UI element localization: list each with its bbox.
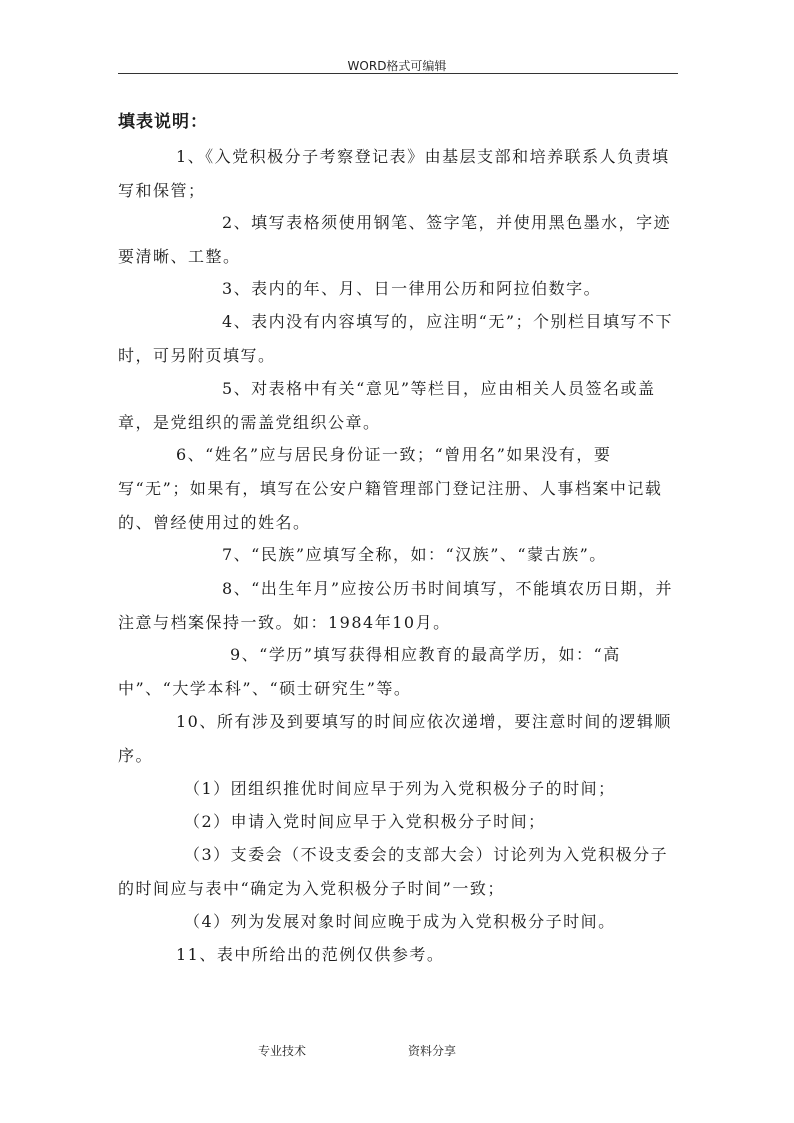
instruction-item-4: 4、表内没有内容填写的，应注明“无”；个别栏目填写不下时，可另附页填写。 <box>118 312 674 365</box>
header-rule <box>118 73 678 74</box>
instruction-item-9: 9、“学历”填写获得相应教育的最高学历，如：“高中”、“大学本科”、“硕士研究生”等。 <box>118 645 621 698</box>
section-title: 填表说明： <box>118 112 208 132</box>
instruction-item-8: 8、“出生年月”应按公历书时间填写，不能填农历日期，并注意与档案保持一致。如：1984年10月。 <box>118 579 674 632</box>
header-text: WORD格式可编辑 <box>347 59 447 73</box>
footer-left-text: 专业技术 <box>258 1044 307 1058</box>
instruction-item-11: 11、表中所给出的范例仅供参考。 <box>176 945 445 964</box>
instruction-item-7: 7、“民族”应填写全称，如：“汉族”、“蒙古族”。 <box>222 545 607 564</box>
footer-right-text: 资料分享 <box>408 1044 457 1058</box>
instruction-item-3: 3、表内的年、月、日一律用公历和阿拉伯数字。 <box>222 279 602 298</box>
instruction-item-1: 1、《入党积极分子考察登记表》由基层支部和培养联系人负责填写和保管； <box>118 147 670 200</box>
instruction-item-5: 5、对表格中有关“意见”等栏目，应由相关人员签名或盖章，是党组织的需盖党组织公章。 <box>118 379 656 432</box>
instruction-subitem-2: （2）申请入党时间应早于入党积极分子时间； <box>184 812 546 831</box>
instruction-subitem-1: （1）团组织推优时间应早于列为入党积极分子的时间； <box>184 779 616 798</box>
instruction-item-2: 2、填写表格须使用钢笔、签字笔，并使用黑色墨水，字迹要清晰、工整。 <box>118 213 672 266</box>
instruction-subitem-3: （3）支委会（不设支委会的支部大会）讨论列为入党积极分子的时间应与表中“确定为入党积极分子时间”一致； <box>118 845 669 898</box>
instruction-item-6: 6、“姓名”应与居民身份证一致；“曾用名”如果没有，要写“无”；如果有，填写在公安户籍管理部门登记注册、人事档案中记载的、曾经使用过的姓名。 <box>118 445 663 532</box>
instruction-item-10: 10、所有涉及到要填写的时间应依次递增，要注意时间的逻辑顺序。 <box>118 712 672 765</box>
instruction-subitem-4: （4）列为发展对象时间应晚于成为入党积极分子时间。 <box>184 912 616 931</box>
